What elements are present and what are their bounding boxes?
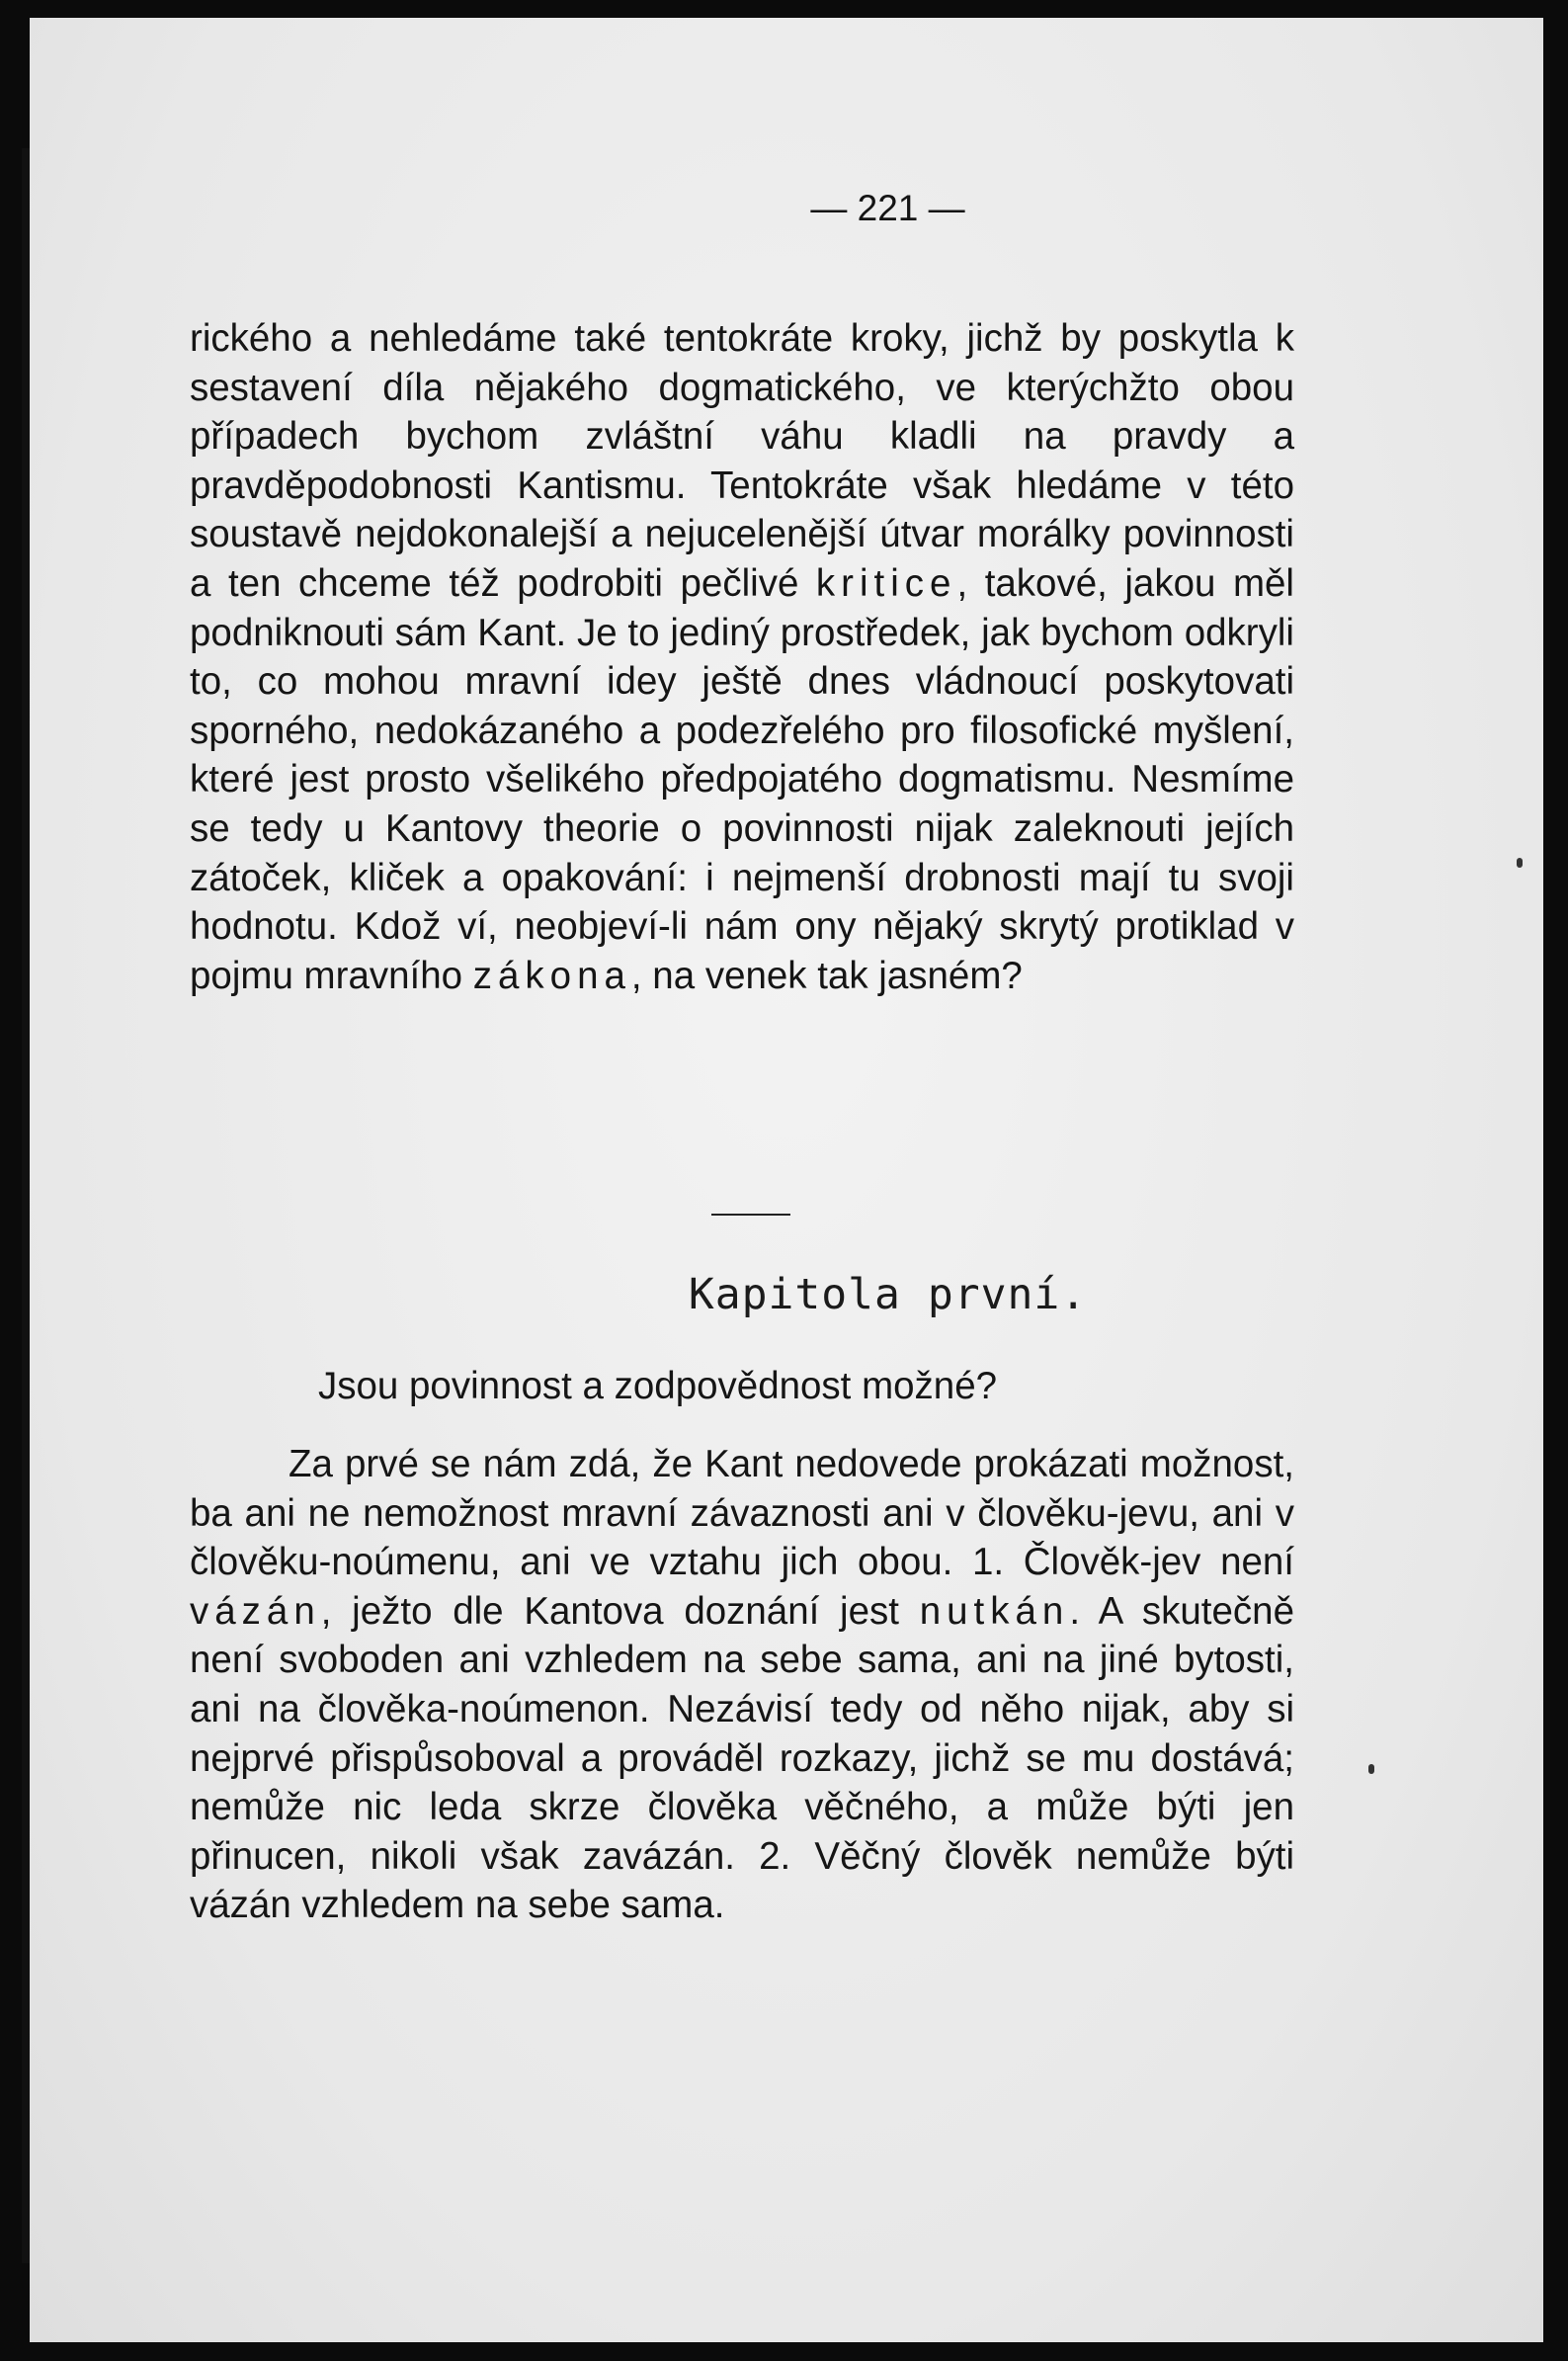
emphasis-nutkan: nutkán [919,1589,1070,1633]
emphasis-zakona: zákona [472,954,631,997]
paragraph-2-text [190,1440,1294,1930]
chapter-title: Kapitola první. [688,1270,1088,1319]
scan-binding-edge [22,148,30,2263]
paragraph-1-part-c: , na venek tak jasném? [630,954,1023,997]
section-title: Jsou povinnost a zodpovědnost možné? [318,1365,998,1407]
paragraph-2-part-b: , ježto dle Kantova doznání jest [320,1589,899,1633]
paragraph-1-part-b: , takové, jakou měl podniknouti sám Kant. Je to jediný prostředek, jak bychom odkryli to, co mohou mravní idey ještě dnes vládnoucí poskytovati sporného, nedokázaného a podezřelého pro filosofické myšlení, které jest prosto všelikého předpojatého dogmatismu. Nesmíme se tedy u Kantovy theorie o povinnosti nijak zaleknouti jejích zátoček, kliček a opakování: i nejmenší drobnosti mají tu svoji hodnotu. Kdož ví, neobjeví-li nám ony nějaký skrytý protiklad v pojmu mravního [190,561,1294,997]
paragraph-2-part-c: . A skutečně není svoboden ani vzhledem na sebe sama, ani na jiné bytosti, ani na člověka-noúmenon. Nezávisí tedy od něho nijak, aby si nejprvé přispůsoboval a prováděl rozkazy, jichž se mu dostává; nemůže nic leda skrze člověka věčného, a může býti jen přinucen, nikoli však zavázán. 2. Věčný člověk nemůže býti vázán vzhledem na sebe sama. [190,1589,1294,1927]
page-number: — 221 — [810,188,965,228]
emphasis-kritice: kritice [815,561,957,605]
scan-speck [1368,1764,1374,1774]
paragraph-2 [190,1440,1294,1930]
section-divider [711,1214,790,1216]
paragraph-1-part-a: rického a nehledáme také tentokráte kroky, jichž by poskytla k sestavení díla nějakého dogmatického, ve kterýchžto obou případech bychom zvláštní váhu kladli na pravdy a pravděpodobnosti Kantismu. Tentokráte však hledáme v této soustavě nejdokonalejší a nejucelenější útvar morálky povinnosti a ten chceme též podrobiti pečlivé [190,317,1294,605]
paragraph-1-text [190,314,1294,1000]
emphasis-vazan: vázán [190,1589,321,1633]
scan-speck [1517,858,1523,868]
paragraph-2-part-a: Za prvé se nám zdá, že Kant nedovede prokázati možnost, ba ani ne nemožnost mravní závaznosti ani v člověku-jevu, ani v člověku-noúmenu, ani ve vztahu jich obou. 1. Člověk-jev není [190,1443,1294,1584]
paragraph-1 [190,314,1294,1000]
